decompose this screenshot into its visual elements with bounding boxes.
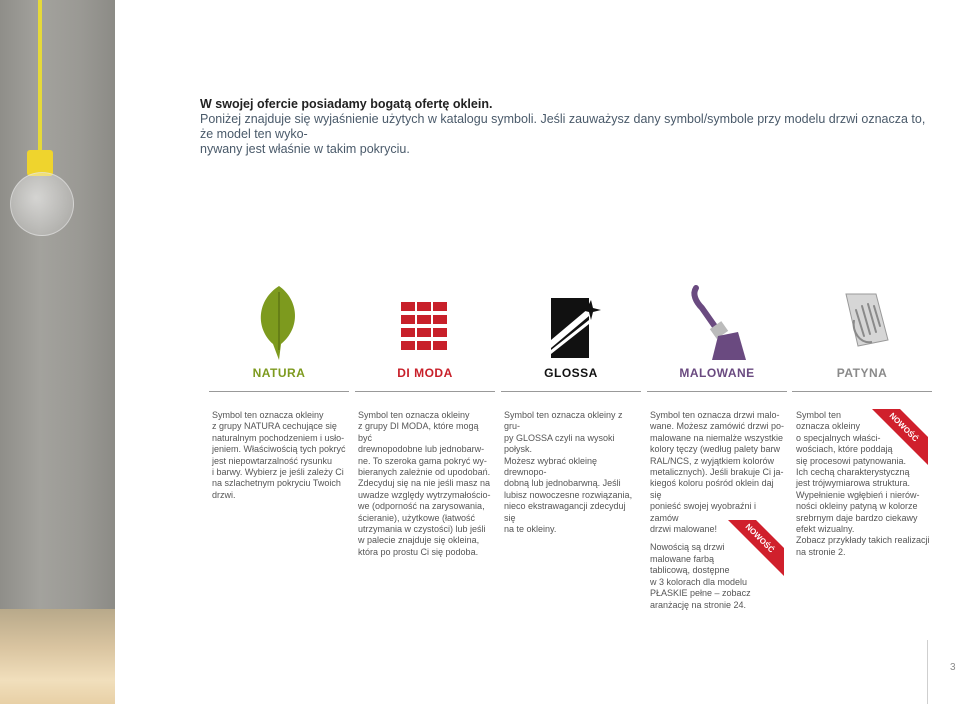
intro [200,97,930,157]
symbol-label-patyna: PATYNA [836,366,888,380]
symbol-divider [647,391,787,392]
paintbrush-icon [682,280,752,360]
text-line: drzwi. [212,489,236,500]
text-line: jest trójwymiarowa struktura. [796,478,911,489]
nowosc-badge-malowane [728,520,784,576]
lamp-cable [38,0,42,150]
text-line: z grupy NATURA cechujące się [212,421,337,432]
text-line: metalicznych). Jeśli brakuje Ci ja- [650,467,784,478]
text-line: tablicową, dostępne [650,565,730,576]
text-line: uwadze względy wytrzymałościo- [358,489,491,500]
text-line: naturalnym pochodzeniem i usło- [212,432,345,443]
text-line: Nowością są drzwi [650,542,725,553]
description-glossa [504,410,639,535]
text-line: na stronie 2. [796,546,846,557]
symbol-divider [355,391,495,392]
light-bulb [10,172,74,236]
nowosc-badge-text: NOWOŚĆ [743,522,776,555]
text-line: kolory tęczy (według palety barw [650,444,781,455]
text-line: malowane na niemalże wszystkie [650,432,784,443]
text-line: drzwi malowane! [650,524,718,535]
intro-paragraph-line1: Poniżej znajduje się wyjaśnienie użytych w katalogu symboli. Jeśli zauważysz dany symbol/symbole przy modelu drzwi oznacza to, że model ten wyko- [200,112,926,141]
symbol-dimoda [355,280,495,380]
text-line: kiegoś koloru pośród oklein daj się [650,478,774,500]
text-line: na szlachetnym pokryciu Twoich [212,478,341,489]
symbol-glossa [501,280,641,380]
text-line: lubisz nowoczesne rozwiązania, [504,489,633,500]
symbol-natura [209,280,349,380]
symbol-label-glossa: GLOSSA [544,366,598,380]
text-line: we (odporność na zarysowania, [358,501,485,512]
symbol-malowane [647,280,787,380]
text-line: ne. To szeroka gama pokryć wy- [358,455,487,466]
text-line: bieranych zależnie od upodobań. [358,467,491,478]
text-line: Zdecyduj się na nie jeśli masz na [358,478,491,489]
text-line: o specjalnych właści- [796,432,881,443]
patyna-hand-icon [832,280,892,360]
text-line: PŁASKIE pełne – zobacz [650,588,751,599]
text-line: na te okleiny. [504,524,557,535]
page-margin-line [927,640,928,704]
text-line: z grupy DI MODA, które mogą być [358,421,479,443]
symbol-divider [501,391,641,392]
text-line: Symbol ten oznacza okleiny z gru- [504,410,623,432]
text-line: ponieść swojej wyobraźni i zamów [650,501,757,523]
text-line: oznacza okleiny [796,421,861,432]
di-moda-icon [395,280,455,360]
text-line: jest niepowtarzalność rysunku [212,455,333,466]
text-line: Wypełnienie wgłębień i nierów- [796,489,920,500]
wall-photo [0,0,115,704]
glossa-icon [541,280,601,360]
text-line: py GLOSSA czyli na wysoki połysk. [504,432,615,455]
nowosc-badge-patyna [872,409,928,465]
text-line: Symbol ten oznacza drzwi malo- [650,410,780,420]
text-line: Symbol ten oznacza okleiny [358,410,470,420]
symbol-patyna [792,280,932,380]
text-line: wościach, które poddają [796,444,893,455]
text-line: drewnopodobne lub jednobarw- [358,444,485,455]
description-natura [212,410,347,501]
text-line: aranżację na stronie 24. [650,599,747,610]
text-line: malowane farbą [650,553,715,564]
text-line: wane. Możesz zamówić drzwi po- [650,421,785,432]
symbol-label-malowane: MALOWANE [679,366,755,380]
symbol-divider [792,391,932,392]
text-line: srebrnym daje bardzo ciekawy [796,512,918,523]
text-line: utrzymania w czystości) lub jeśli [358,524,486,535]
text-line: nieco ekstrawagancji zdecyduj się [504,501,626,523]
text-line: dobną lub jednobarwną. Jeśli [504,478,621,489]
text-line: która po prostu Ci się podoba. [358,546,479,557]
symbol-divider [209,391,349,392]
text-line: efekt wizualny. [796,524,855,535]
text-line: ności okleiny patyną w kolorze [796,501,918,512]
description-dimoda [358,410,493,558]
text-line: Zobacz przykłady takich realizacji [796,535,930,546]
text-line: RAL/NCS, z wyjątkiem kolorów [650,455,775,466]
text-line: Symbol ten oznacza okleiny [212,410,324,420]
text-line: Ich cechą charakterystyczną [796,467,910,478]
text-line: Możesz wybrać okleinę drewnopo- [504,455,598,478]
description-malowane [650,410,785,611]
text-line: się procesowi patynowania. [796,455,907,466]
text-line: w palecie znajduje się okleina, [358,535,480,546]
text-line: ścieranie), użytkowe (łatwość [358,512,476,523]
text-line: w 3 kolorach dla modelu [650,576,748,587]
page-number: 3 [950,662,956,673]
symbol-label-dimoda: DI MODA [397,366,453,380]
intro-paragraph-line2: nywany jest właśnie w takim pokryciu. [200,142,410,156]
text-line: i barwy. Wybierz je jeśli zależy Ci [212,467,344,478]
intro-heading: W swojej ofercie posiadamy bogatą ofertę oklein. [200,97,493,111]
nowosc-badge-text: NOWOŚĆ [887,411,920,444]
text-line: Symbol ten [796,410,842,420]
leaf-icon [249,280,309,360]
text-line: jeniem. Właściwością tych pokryć [212,444,346,455]
symbol-label-natura: NATURA [252,366,306,380]
